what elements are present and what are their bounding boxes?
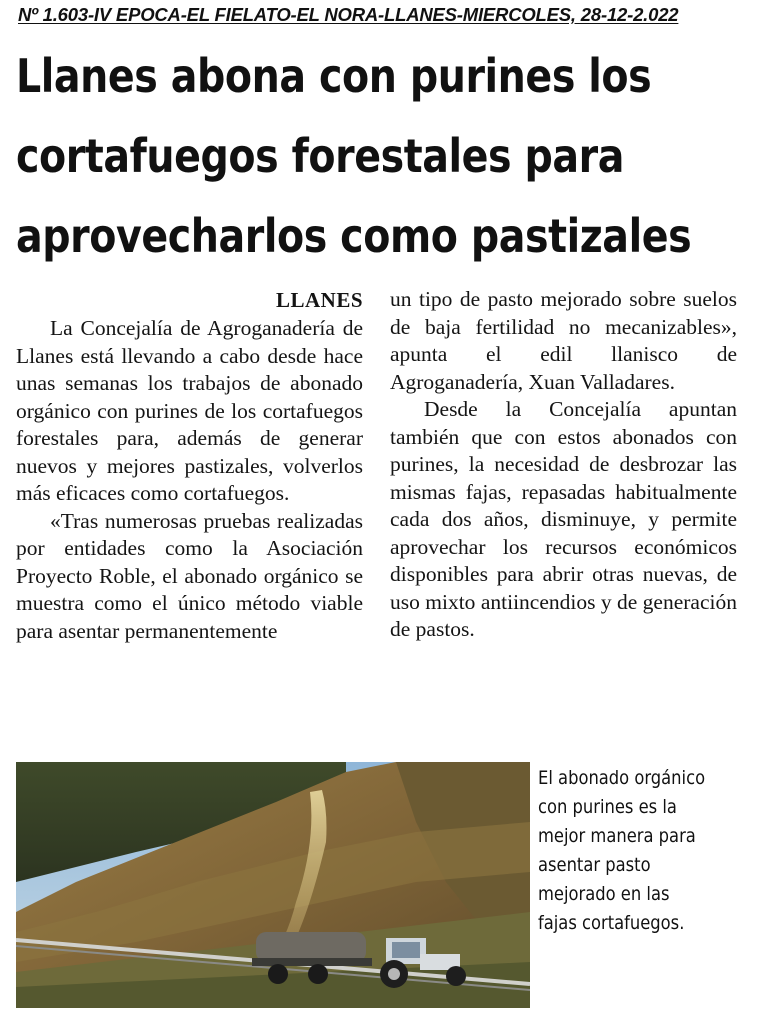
caption-line-4: asentar pasto (538, 854, 651, 876)
caption-line-5: mejorado en las (538, 883, 670, 905)
headline-line-2: cortafuegos forestales para (16, 129, 624, 183)
caption-line-1: El abonado orgánico (538, 767, 706, 789)
caption-line-6: fajas cortafuegos. (538, 912, 685, 934)
paragraph: «Tras numerosas pruebas realizadas por entidades como la Asociación Proyecto Roble, el abonado orgánico se muestra como el único método viable para asentar permanentemente (16, 508, 363, 643)
masthead: Nº 1.603-IV EPOCA-EL FIELATO-EL NORA-LLANES-MIERCOLES, 28-12-2.022 (18, 4, 679, 25)
paragraph: Desde la Concejalía apuntan también que con estos abonados con purines, la necesidad de desbrozar las mismas fajas, repasadas habitualmente cada dos años, disminuye, y permite aprovechar los recursos económicos disponibles para abrir otras nuevas, de uso mixto antiincendios y de generación de pastos. (390, 397, 737, 641)
paragraph: La Concejalía de Agroganadería de Llanes está llevando a cabo desde hace unas semanas los trabajos de abonado orgánico con purines de los cortafuegos forestales para, además de generar nuevos y mejores pastizales, volverlos más eficaces como cortafuegos. (16, 316, 363, 505)
caption-line-3: mejor manera para (538, 825, 696, 847)
article-column-left (16, 286, 363, 645)
caption-line-2: con purines es la (538, 796, 677, 818)
headline (16, 36, 692, 276)
hillside-tractor-photo (16, 762, 530, 1008)
headline-line-1: Llanes abona con purines los (16, 49, 652, 103)
byline: LLANES (275, 288, 363, 312)
headline-line-3: aprovecharlos como pastizales (16, 209, 692, 263)
article-photo (16, 762, 530, 1008)
paragraph: un tipo de pasto mejorado sobre suelos de baja fertilidad no mecanizables», apunta el edil llanisco de Agroganadería, Xuan Valladares. (390, 287, 737, 394)
article-column-right (390, 286, 737, 644)
photo-caption (538, 764, 723, 938)
